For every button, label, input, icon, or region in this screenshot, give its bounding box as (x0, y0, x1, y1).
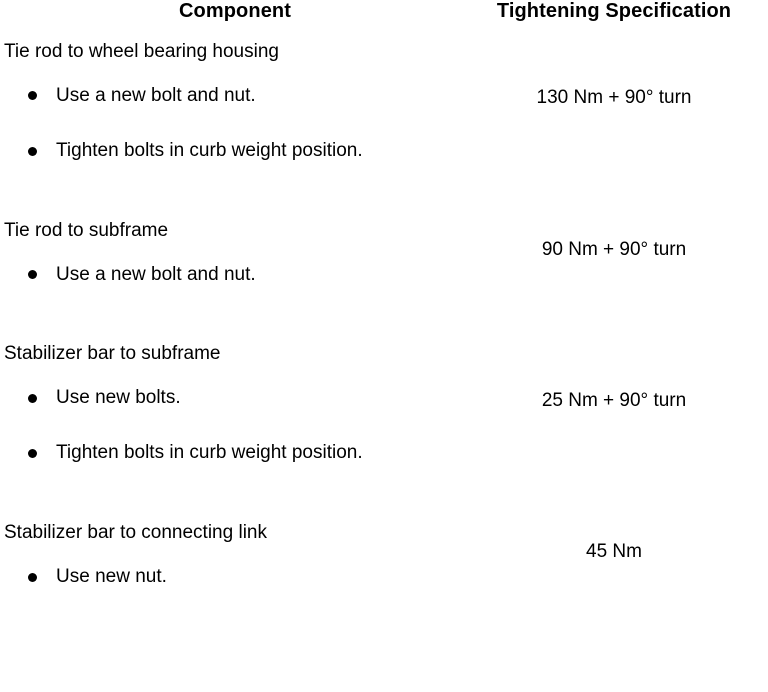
bullet-icon (28, 91, 37, 100)
list-item-label: Tighten bolts in curb weight position. (56, 442, 363, 464)
list-item-label: Use new bolts. (56, 386, 181, 408)
spacer (0, 108, 460, 138)
list-item (0, 385, 460, 411)
component-cell (0, 212, 460, 287)
list-item (0, 262, 460, 288)
column-header-specification: Tightening Specification (496, 0, 732, 22)
bullet-list (0, 262, 460, 288)
table-row (0, 514, 768, 589)
column-header-component: Component (179, 0, 291, 22)
bullet-icon (28, 270, 37, 279)
list-item (0, 138, 460, 164)
group-spacer-row (0, 287, 768, 335)
specification-cell: 90 Nm + 90° turn (541, 238, 687, 260)
list-item-label: Use new nut. (56, 565, 167, 587)
group-title: Stabilizer bar to subframe (4, 343, 221, 365)
spacer (0, 164, 460, 212)
table-header-row (0, 0, 768, 33)
spacer (460, 287, 768, 335)
spacer (0, 546, 460, 564)
component-cell (0, 33, 460, 164)
list-item-label: Use a new bolt and nut. (56, 263, 256, 285)
spacer (0, 367, 460, 385)
bullet-list (0, 564, 460, 590)
bullet-icon (28, 449, 37, 458)
group-title: Stabilizer bar to connecting link (4, 522, 267, 544)
component-cell (0, 335, 460, 466)
group-spacer-row (0, 466, 768, 514)
specification-cell: 45 Nm (586, 540, 642, 562)
bullet-list (0, 385, 460, 466)
list-item-label: Use a new bolt and nut. (56, 84, 256, 106)
spacer (0, 65, 460, 83)
bullet-icon (28, 573, 37, 582)
group-spacer-row (0, 164, 768, 212)
spacer (460, 164, 768, 212)
spacer (0, 410, 460, 440)
list-item-label: Tighten bolts in curb weight position. (56, 140, 363, 162)
spacer (0, 287, 460, 335)
table-row (0, 33, 768, 164)
list-item (0, 564, 460, 590)
table-row (0, 335, 768, 466)
spacer (0, 466, 460, 514)
table-row (0, 212, 768, 287)
spacer (460, 466, 768, 514)
bullet-icon (28, 394, 37, 403)
group-title: Tie rod to wheel bearing housing (4, 41, 279, 62)
list-item (0, 83, 460, 109)
component-cell (0, 514, 460, 589)
group-title: Tie rod to subframe (4, 219, 169, 241)
specification-cell: 25 Nm + 90° turn (541, 389, 687, 411)
bullet-list (0, 83, 460, 164)
spacer (0, 244, 460, 262)
list-item (0, 440, 460, 466)
bullet-icon (28, 147, 37, 156)
specification-cell: 130 Nm + 90° turn (536, 87, 692, 109)
